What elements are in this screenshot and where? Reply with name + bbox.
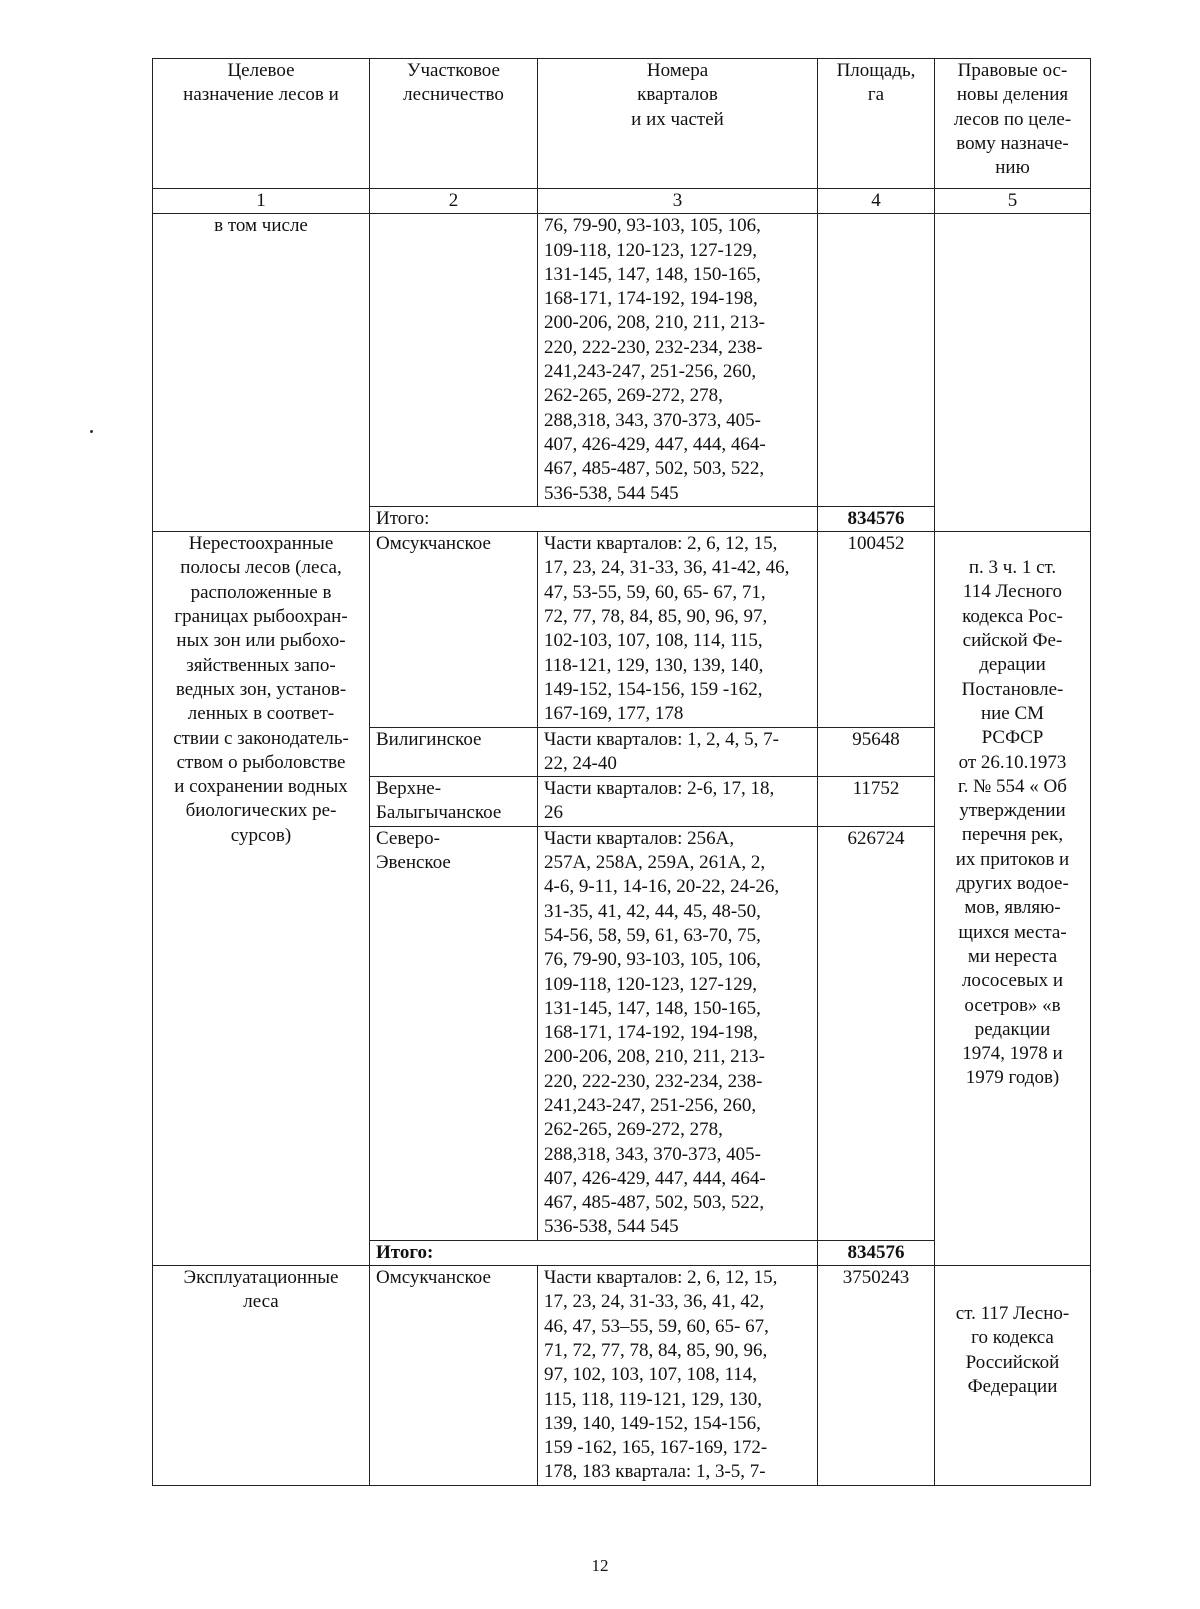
spawning-area: 11752	[818, 777, 935, 827]
exploitation-quarters: Части кварталов: 2, 6, 12, 15, 17, 23, 24, 31-33, 36, 41, 42, 46, 47, 53–55, 59, 60, 65- 67, 71, 72, 77, 78, 84, 85, 90, 96, 97, 102, 103, 107, 108, 114, 115, 118, 119-121, 129, 130, 139, 140, 149-152, 154-156, 159 -162, 165, 167-169, 172- 178, 183 квартала: 1, 3-5, 7-	[538, 1266, 818, 1486]
exploitation-row	[153, 1266, 1091, 1486]
spawning-forestry: Вилигинское	[370, 727, 538, 777]
continuation-total-label: Итого:	[370, 506, 818, 531]
column-number-3: 3	[538, 189, 818, 214]
spawning-quarters: Части кварталов: 256А, 257А, 258А, 259А, 261А, 2, 4-6, 9-11, 14-16, 20-22, 24-26, 31-35, 41, 42, 44, 45, 48-50, 54-56, 58, 59, 61, 63-70, 75, 76, 79-90, 93-103, 105, 106, 109-118, 120-123, 127-129, 131-145, 147, 148, 150-165, 168-171, 174-192, 194-198, 200-206, 208, 210, 211, 213- 220, 222-230, 232-234, 238- 241,243-247, 251-256, 260, 262-265, 269-272, 278, 288,318, 343, 370-373, 405- 407, 426-429, 447, 444, 464- 467, 485-487, 502, 503, 522, 536-538, 544 545	[538, 826, 818, 1240]
continuation-area-cell	[818, 214, 935, 507]
spawning-area: 95648	[818, 727, 935, 777]
in-that-number-label: в том числе	[153, 214, 370, 532]
spawning-forestry: Верхне- Балыгычанское	[370, 777, 538, 827]
continuation-total-value: 834576	[818, 506, 935, 531]
spawning-quarters: Части кварталов: 1, 2, 4, 5, 7- 22, 24-40	[538, 727, 818, 777]
column-number-row	[153, 189, 1091, 214]
spawning-row-omsukchan	[153, 532, 1091, 727]
header-forestry: Участковое лесничество	[370, 59, 538, 189]
exploitation-area: 3750243	[818, 1266, 935, 1486]
spawning-area: 100452	[818, 532, 935, 727]
scan-speck	[90, 430, 93, 433]
column-number-1: 1	[153, 189, 370, 214]
forest-purpose-table	[152, 58, 1091, 1486]
spawning-purpose: Нерестоохранные полосы лесов (леса, расположенные в границах рыбоохран- ных зон или рыбохо- зяйственных запо- ведных зон, установ- ленных в соответ- ствии с законодатель- ством о рыболовстве и сохранении водных биологических ре- сурсов)	[153, 532, 370, 1266]
exploitation-forestry: Омсукчанское	[370, 1266, 538, 1486]
column-number-2: 2	[370, 189, 538, 214]
header-area: Площадь, га	[818, 59, 935, 189]
exploitation-legal-basis: ст. 117 Лесно- го кодекса Российской Федерации	[935, 1266, 1091, 1486]
spawning-forestry: Омсукчанское	[370, 532, 538, 727]
spawning-area: 626724	[818, 826, 935, 1240]
continuation-forestry-cell	[370, 214, 538, 507]
column-number-5: 5	[935, 189, 1091, 214]
spawning-quarters: Части кварталов: 2-6, 17, 18, 26	[538, 777, 818, 827]
header-purpose: Целевое назначение лесов и	[153, 59, 370, 189]
column-number-4: 4	[818, 189, 935, 214]
header-quarters: Номера кварталов и их частей	[538, 59, 818, 189]
spawning-forestry: Северо- Эвенское	[370, 826, 538, 1240]
page-number: 12	[591, 1556, 609, 1575]
spawning-quarters: Части кварталов: 2, 6, 12, 15, 17, 23, 24, 31-33, 36, 41-42, 46, 47, 53-55, 59, 60, 65- 67, 71, 72, 77, 78, 84, 85, 90, 96, 97, 102-103, 107, 108, 114, 115, 118-121, 129, 130, 139, 140, 149-152, 154-156, 159 -162, 167-169, 177, 178	[538, 532, 818, 727]
continuation-legal-cell	[935, 214, 1091, 532]
exploitation-purpose: Эксплуатационные леса	[153, 1266, 370, 1486]
continuation-quarters: 76, 79-90, 93-103, 105, 106, 109-118, 120-123, 127-129, 131-145, 147, 148, 150-165, 168-171, 174-192, 194-198, 200-206, 208, 210, 211, 213- 220, 222-230, 232-234, 238- 241,243-247, 251-256, 260, 262-265, 269-272, 278, 288,318, 343, 370-373, 405- 407, 426-429, 447, 444, 464- 467, 485-487, 502, 503, 522, 536-538, 544 545	[538, 214, 818, 507]
spawning-legal-basis: п. 3 ч. 1 ст. 114 Лесного кодекса Рос- сийской Фе- дерации Постановле- ние СМ РСФСР от 26.10.1973 г. № 554 « Об утверждении перечня рек, их притоков и других водое- мов, являю- щихся места- ми нереста лососевых и осетров» «в редакции 1974, 1978 и 1979 годов)	[935, 532, 1091, 1266]
header-legal-basis: Правовые ос- новы деления лесов по целе- вому назначе- нию	[935, 59, 1091, 189]
spawning-total-value: 834576	[818, 1240, 935, 1265]
spawning-total-label: Итого:	[370, 1240, 818, 1265]
continuation-row	[153, 214, 1091, 507]
header-row	[153, 59, 1091, 189]
